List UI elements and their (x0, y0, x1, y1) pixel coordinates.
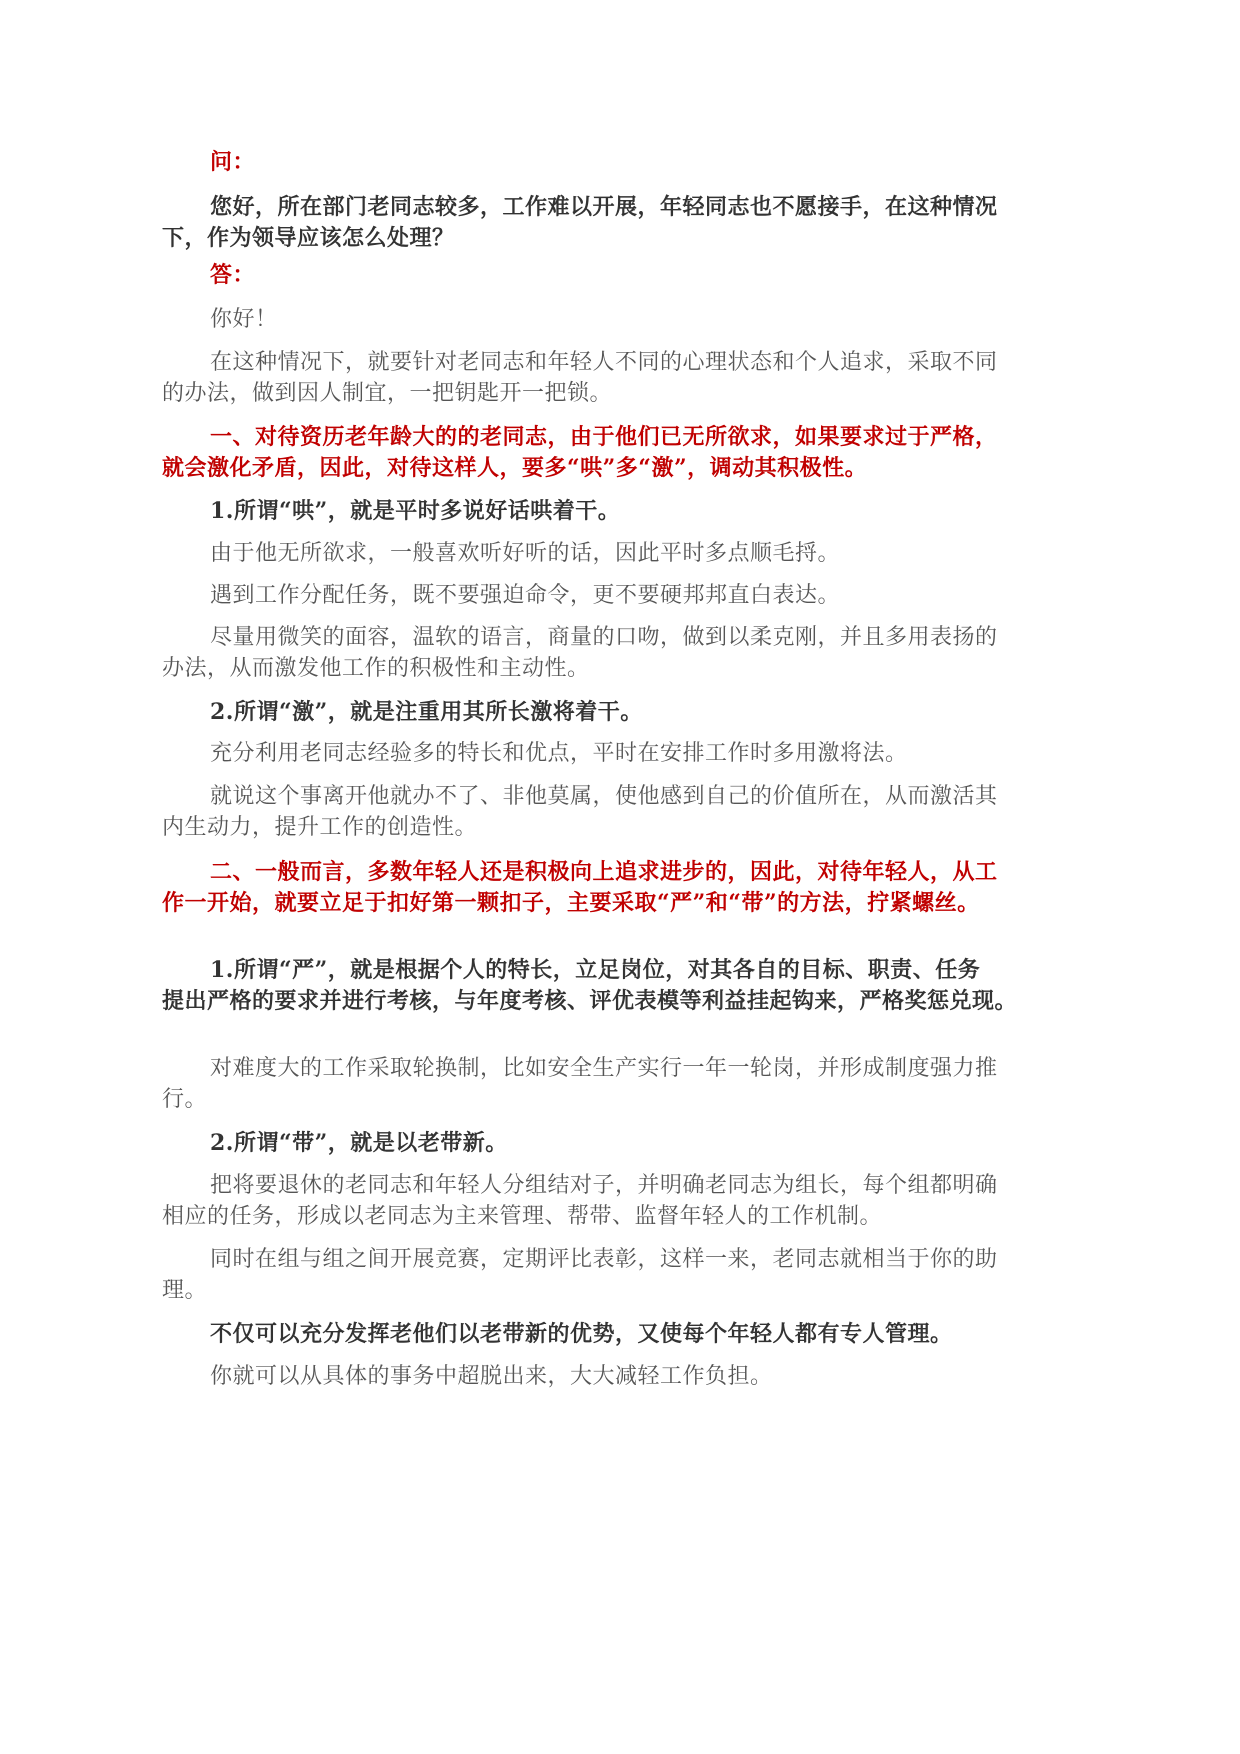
s1-point2-para-b-line-1: 就说这个事离开他就办不了、非他莫属，使他感到自己的价值所在，从而激活其 (210, 784, 998, 809)
s2-point2-title: 2.所谓“带”，就是以老带新。 (210, 1130, 508, 1156)
s2-point1-para-a-line-2: 行。 (162, 1087, 208, 1112)
section2-heading-line-2: 作一开始，就要立足于扣好第一颗扣子，主要采取“严”和“带”的方法，拧紧螺丝。 (162, 890, 980, 916)
intro-line-1: 在这种情况下，就要针对老同志和年轻人不同的心理状态和个人追求，采取不同 (210, 350, 998, 375)
s1-point1-title: 1.所谓“哄”，就是平时多说好话哄着干。 (210, 498, 621, 524)
s2-point2-para-b-line-1: 同时在组与组之间开展竞赛，定期评比表彰，这样一来，老同志就相当于你的助 (210, 1247, 998, 1272)
s2-point1-title-line-1: 1.所谓“严”，就是根据个人的特长，立足岗位，对其各自的目标、职责、任务 (210, 957, 981, 983)
intro-line-2: 的办法，做到因人制宜，一把钥匙开一把锁。 (162, 381, 613, 406)
s2-point2-para-a-line-2: 相应的任务，形成以老同志为主来管理、帮带、监督年轻人的工作机制。 (162, 1204, 883, 1229)
question-label: 问： (210, 149, 256, 175)
s1-point2-para-a: 充分利用老同志经验多的特长和优点，平时在安排工作时多用激将法。 (210, 741, 908, 766)
question-line-2: 下，作为领导应该怎么处理？ (162, 225, 455, 251)
s1-point1-para-a: 由于他无所欲求，一般喜欢听好听的话，因此平时多点顺毛捋。 (210, 541, 841, 566)
greeting: 你好！ (210, 307, 278, 332)
question-line-1: 您好，所在部门老同志较多，工作难以开展，年轻同志也不愿接手，在这种情况 (210, 194, 998, 220)
s1-point2-para-b-line-2: 内生动力，提升工作的创造性。 (162, 815, 478, 840)
s1-point1-para-c-line-1: 尽量用微笑的面容，温软的语言，商量的口吻，做到以柔克刚，并且多用表扬的 (210, 625, 998, 650)
s2-point1-title-line-2: 提出严格的要求并进行考核，与年度考核、评优表模等利益挂起钩来，严格奖惩兑现。 (162, 988, 1018, 1014)
s2-point2-para-a-line-1: 把将要退休的老同志和年轻人分组结对子，并明确老同志为组长，每个组都明确 (210, 1173, 998, 1198)
s2-point2-para-b-line-2: 理。 (162, 1278, 208, 1303)
s2-point2-para-d: 你就可以从具体的事务中超脱出来，大大减轻工作负担。 (210, 1364, 773, 1389)
s2-point1-para-a-line-1: 对难度大的工作采取轮换制，比如安全生产实行一年一轮岗，并形成制度强力推 (210, 1056, 998, 1081)
section1-heading-line-2: 就会激化矛盾，因此，对待这样人，要多“哄”多“激”，调动其积极性。 (162, 455, 868, 481)
s1-point1-para-b: 遇到工作分配任务，既不要强迫命令，更不要硬邦邦直白表达。 (210, 583, 841, 608)
s1-point1-para-c-line-2: 办法，从而激发他工作的积极性和主动性。 (162, 656, 590, 681)
s2-point2-para-c: 不仅可以充分发挥老他们以老带新的优势，又使每个年轻人都有专人管理。 (210, 1321, 953, 1347)
section2-heading-line-1: 二、一般而言，多数年轻人还是积极向上追求进步的，因此，对待年轻人，从工 (210, 859, 998, 885)
section1-heading-line-1: 一、对待资历老年龄大的的老同志，由于他们已无所欲求，如果要求过于严格， (210, 424, 998, 450)
s1-point2-title: 2.所谓“激”，就是注重用其所长激将着干。 (210, 699, 643, 725)
answer-label: 答： (210, 262, 256, 288)
